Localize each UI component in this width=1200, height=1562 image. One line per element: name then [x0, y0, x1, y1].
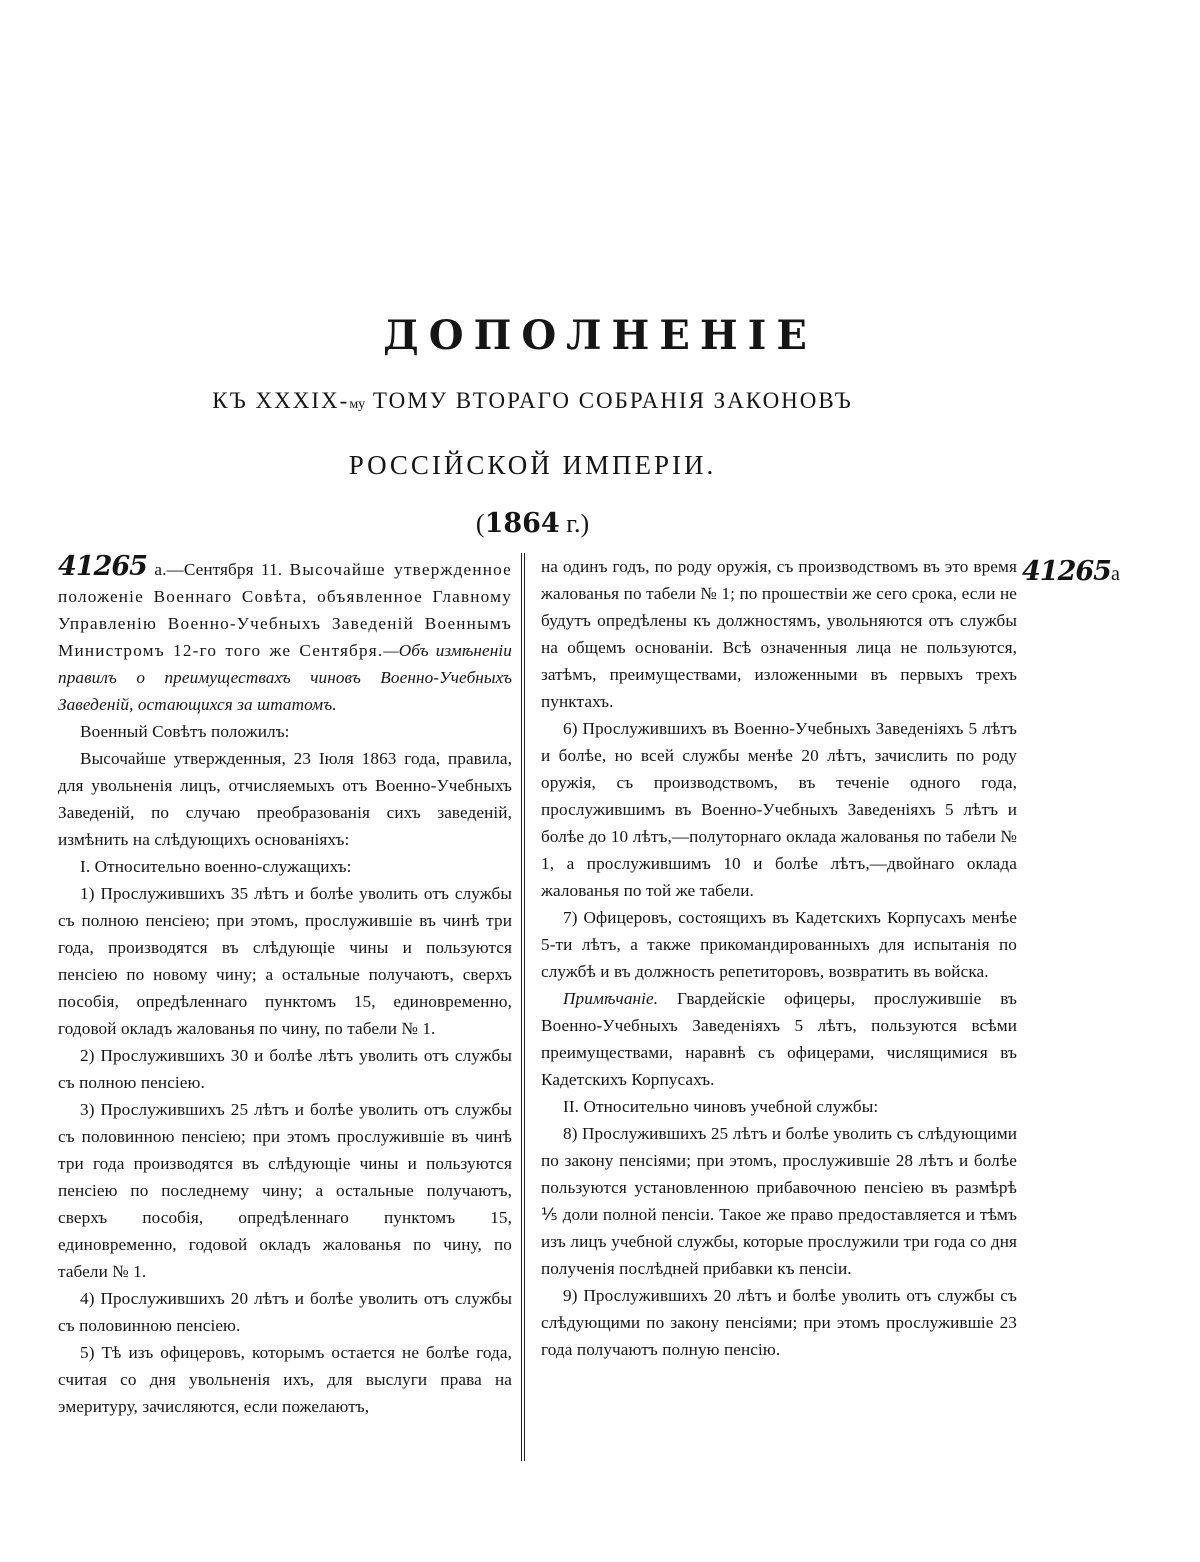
margin-suffix: а [1110, 563, 1119, 585]
document-subtitle [0, 388, 1065, 414]
law-decree: Высочайше утвержденное положеніе Военнаго Совѣта, объявленное Главному Управленію Военно-Учебныхъ Заведеній Военнымъ Министромъ 12-го того же Сентября. [58, 560, 512, 660]
law-date: —Сентября 11. [166, 560, 290, 579]
paragraph: 9) Прослужившихъ 20 лѣтъ и болѣе уволить отъ службы съ слѣдующими по закону пенсіями; при этомъ прослужившіе 23 года получаютъ полную пенсію. [541, 1286, 1017, 1359]
subtitle-superscript: му [349, 397, 366, 412]
left-column [58, 553, 512, 1420]
paragraph: 8) Прослужившихъ 25 лѣтъ и болѣе уволить съ слѣдующими по закону пенсіями; при этомъ, прослужившіе 28 лѣтъ и болѣе пользуются установленною прибавочною пенсіею въ размѣрѣ ⅕ доли полной пенсіи. Такое же право предоставляется и тѣмъ изъ лицъ учебной службы, которые прослужили три года со дня полученія послѣдней прибавки къ пенсіи. [541, 1124, 1017, 1278]
paragraph: 6) Прослужившихъ въ Военно-Учебныхъ Заведеніяхъ 5 лѣтъ и болѣе, но всей службы менѣе 20 лѣтъ, зачислить по роду оружія, съ производствомъ, въ теченіе одного года, прослужившимъ въ Военно-Учебныхъ Заведеніяхъ 5 лѣтъ и болѣе до 10 лѣтъ,—полуторнаго оклада жалованья по табели № 1, а прослужившимъ 10 и болѣе лѣтъ,—двойнаго оклада жалованья по той же табели. [541, 719, 1017, 900]
note-label: Примѣчаніе. [563, 989, 659, 1008]
paragraph: 5) Тѣ изъ офицеровъ, которымъ остается не болѣе года, считая со дня увольненія ихъ, для выслуги права на эмеритуру, зачисляются, если пожелаютъ, [58, 1343, 512, 1416]
subtitle-suffix: ТОМУ ВТОРАГО СОБРАНІЯ ЗАКОНОВЪ [365, 388, 853, 413]
subtitle-prefix: КЪ XXXIX- [212, 388, 350, 413]
paragraph: Военный Совѣтъ положилъ: [80, 722, 290, 741]
paragraph: Высочайше утвержденныя, 23 Іюля 1863 года, правила, для увольненія лицъ, отчисляемыхъ отъ Военно-Учебныхъ Заведеній, по случаю преобразованія сихъ заведеній, измѣнить на слѣдующихъ основаніяхъ: [58, 749, 512, 849]
document-year [0, 508, 1065, 539]
law-number-suffix: а. [146, 560, 167, 579]
note [541, 985, 1017, 1093]
paragraph: 7) Офицеровъ, состоящихъ въ Кадетскихъ Корпусахъ менѣе 5-ти лѣтъ, а также прикомандированныхъ для испытанія по службѣ и въ должность репетиторовъ, возвратить въ войска. [541, 908, 1017, 981]
law-subject: —Объ измѣненіи правилъ о преимуществахъ чиновъ Военно-Учебныхъ Заведеній, остающихся за штатомъ. [58, 641, 512, 714]
column-divider [521, 553, 525, 1461]
document-subtitle-empire: РОССІЙСКОЙ ИМПЕРІИ. [348, 450, 717, 480]
margin-law-number [1022, 556, 1119, 587]
year-open: ( [475, 509, 485, 538]
note-text: Гвардейскіе офицеры, прослужившіе въ Военно-Учебныхъ Заведеніяхъ 5 лѣтъ, пользуются всѣми преимуществами, наравнѣ съ офицерами, числящимися въ Кадетскихъ Корпусахъ. [541, 989, 1017, 1089]
section-heading: I. Относительно военно-служащихъ: [80, 857, 352, 876]
document-title: ДОПОЛНЕНІЕ [383, 312, 817, 359]
paragraph: на одинъ годъ, по роду оружія, съ производствомъ въ это время жалованья по табели № 1; по прошествіи же сего срока, если не будутъ опредѣлены къ должностямъ, увольняются отъ службы на общемъ основаніи. Всѣ означенныя лица не пользуются, затѣмъ, преимуществами, изложенными въ первыхъ трехъ пунктахъ. [541, 557, 1017, 711]
margin-number: 41265 [1022, 556, 1111, 587]
right-column [541, 553, 1017, 1363]
paragraph: 1) Прослужившихъ 35 лѣтъ и болѣе уволить отъ службы съ полною пенсіею; при этомъ, прослужившіе въ чинѣ три года, производятся въ слѣдующіе чины и пользуются пенсіею по новому чину; а остальные получаютъ, сверхъ пособія, опредѣленнаго пунктомъ 15, единовременно, годовой окладъ жалованья по чину, по табели № 1. [58, 884, 512, 1038]
section-heading: II. Относительно чиновъ учебной службы: [563, 1097, 879, 1116]
year-close: г.) [559, 509, 590, 538]
paragraph: 2) Прослужившихъ 30 и болѣе лѣтъ уволить отъ службы съ полною пенсіею. [58, 1046, 512, 1092]
paragraph: 4) Прослужившихъ 20 лѣтъ и болѣе уволить отъ службы съ половинною пенсіею. [58, 1289, 512, 1335]
paragraph: 3) Прослужившихъ 25 лѣтъ и болѣе уволить отъ службы съ половинною пенсіею; при этомъ прослужившіе въ чинѣ три года производятся въ слѣдующіе чины и пользуются пенсіею по последнему чину; а остальные получаютъ, сверхъ пособія, опредѣленнаго пунктомъ 15, единовременно, годовой окладъ жалованья по чину, по табели № 1. [58, 1100, 512, 1281]
year-number: 1864 [484, 508, 560, 539]
law-number: 41265 [58, 551, 147, 582]
law-intro [58, 553, 512, 718]
